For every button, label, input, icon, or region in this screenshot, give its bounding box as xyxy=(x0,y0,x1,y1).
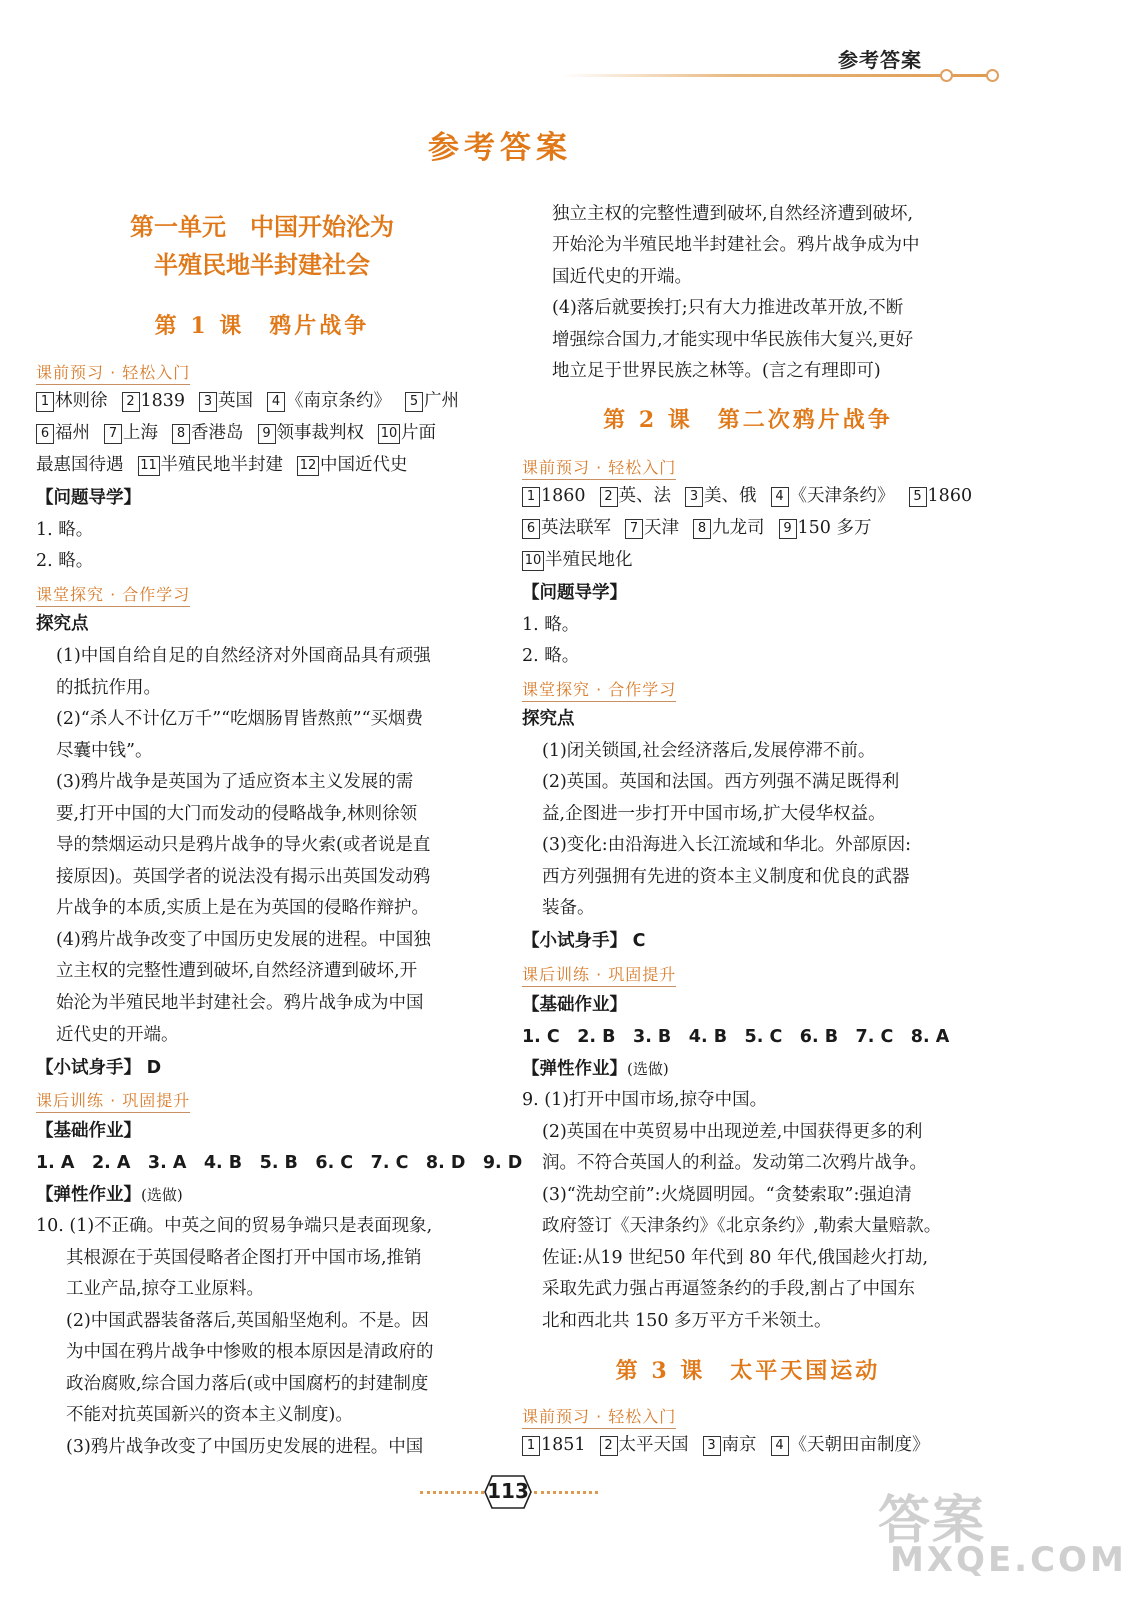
tanjiu-line: 要,打开中国的大门而发动的侵略战争,林则徐领 xyxy=(56,804,418,824)
tanjiu-line: 装备。 xyxy=(542,898,595,918)
tanjiu-line: 的抵抗作用。 xyxy=(56,678,161,698)
answer-text: 1860 xyxy=(927,486,973,506)
answer-number: 8 xyxy=(693,519,711,539)
tanjiu-line: 片战争的本质,实质上是在为英国的侵略作辩护。 xyxy=(56,898,430,918)
answer-number: 1 xyxy=(522,487,540,507)
answer-number: 10 xyxy=(522,551,544,571)
answer-text: 林则徐 xyxy=(55,391,108,411)
preview-answers-row xyxy=(522,484,972,508)
answer-number: 1 xyxy=(36,392,54,412)
heading-jichu: 【基础作业】 xyxy=(522,995,627,1015)
wenti-answer: 1. 略。 xyxy=(522,615,580,635)
heading-tanxing: 【弹性作业】 xyxy=(522,1059,627,1079)
section-preview: 课前预习 · 轻松入门 xyxy=(522,1404,676,1429)
answer-number: 1 xyxy=(522,1436,540,1456)
heading-jichu: 【基础作业】 xyxy=(36,1121,141,1141)
answer-number: 7 xyxy=(104,424,122,444)
tanjiu-line: (2)英国。英国和法国。西方列强不满足既得利 xyxy=(542,772,900,792)
tanjiu-line: 尽囊中钱”。 xyxy=(56,741,153,761)
answer-text: 最惠国待遇 xyxy=(36,455,124,475)
answer-text: 1860 xyxy=(541,486,586,506)
answer-text: 福州 xyxy=(55,423,90,443)
tanjiu-line: 西方列强拥有先进的资本主义制度和优良的武器 xyxy=(542,867,910,887)
preview-answers-row xyxy=(36,389,459,413)
q9-line: (3)“洗劫空前”:火烧圆明园。“贪婪索取”:强迫清 xyxy=(542,1185,912,1205)
q10-line: 政治腐败,综合国力落后(或中国腐朽的封建制度 xyxy=(66,1374,429,1394)
preview-answers-row xyxy=(522,548,633,572)
q9-line: 9. (1)打开中国市场,掠夺中国。 xyxy=(522,1090,768,1110)
answer-number: 2 xyxy=(600,487,618,507)
heading-shishi: 【小试身手】 xyxy=(522,931,627,951)
answer-number: 2 xyxy=(122,392,140,412)
answer-number: 5 xyxy=(405,392,423,412)
answer-number: 11 xyxy=(138,456,160,476)
answer-text: 美、俄 xyxy=(704,486,757,506)
shishi-answer: C xyxy=(632,931,646,951)
answer-text: 九龙司 xyxy=(712,518,765,538)
q10-line: 10. (1)不正确。中英之间的贸易争端只是表面现象, xyxy=(36,1216,433,1236)
tanjiu-line: (1)闭关锁国,社会经济落后,发展停滞不前。 xyxy=(542,741,876,761)
q10-line: 不能对抗英国新兴的资本主义制度)。 xyxy=(66,1405,353,1425)
header-label: 参考答案 xyxy=(838,48,922,72)
q10-line: 工业产品,掠夺工业原料。 xyxy=(66,1279,265,1299)
answer-number: 3 xyxy=(199,392,217,412)
heading-wenti: 【问题导学】 xyxy=(522,583,627,603)
answer-text: 英国 xyxy=(218,391,254,411)
q9-line: 采取先武力强占再逼签条约的手段,割占了中国东 xyxy=(542,1279,916,1299)
preview-answers-row xyxy=(36,453,408,477)
answer-text: 《天津条约》 xyxy=(789,486,895,506)
tanxing-note: (选做) xyxy=(627,1060,669,1078)
continued-line: 国近代史的开端。 xyxy=(552,267,692,287)
shishi-row xyxy=(36,1056,161,1080)
q9-line: 润。不符合英国人的利益。发动第二次鸦片战争。 xyxy=(542,1153,927,1173)
answer-number: 10 xyxy=(378,424,400,444)
tanxing-row xyxy=(36,1183,183,1207)
wenti-answer: 2. 略。 xyxy=(522,646,580,666)
q10-line: 为中国在鸦片战争中惨败的根本原因是清政府的 xyxy=(66,1342,434,1362)
section-class: 课堂探究 · 合作学习 xyxy=(36,582,190,607)
unit-title-line-2: 半殖民地半封建社会 xyxy=(154,251,370,279)
page-number: 113 xyxy=(487,1479,529,1503)
header-rule xyxy=(562,74,992,77)
answer-number: 8 xyxy=(172,424,190,444)
answer-text: 天津 xyxy=(644,518,679,538)
answer-number: 12 xyxy=(297,456,319,476)
heading-wenti: 【问题导学】 xyxy=(36,488,141,508)
shishi-row xyxy=(522,929,645,953)
q9-line: 政府签订《天津条约》《北京条约》,勒索大量赔款。 xyxy=(542,1216,942,1236)
jichu-answers: 1. C 2. B 3. B 4. B 5. C 6. B 7. C 8. A xyxy=(522,1027,950,1047)
answer-text: 南京 xyxy=(721,1435,757,1455)
answer-text: 《天朝田亩制度》 xyxy=(789,1435,930,1455)
answer-text: 太平天国 xyxy=(618,1435,689,1455)
answer-text: 150 多万 xyxy=(797,518,872,538)
answer-number: 3 xyxy=(703,1436,721,1456)
heading-tanxing: 【弹性作业】 xyxy=(36,1185,141,1205)
answer-number: 9 xyxy=(258,424,276,444)
q9-line: (2)英国在中英贸易中出现逆差,中国获得更多的利 xyxy=(542,1122,923,1142)
preview-answers-row xyxy=(522,1433,930,1457)
answer-number: 4 xyxy=(267,392,285,412)
answer-number: 9 xyxy=(779,519,797,539)
tanjiu-line: (3)鸦片战争是英国为了适应资本主义发展的需 xyxy=(56,772,414,792)
heading-shishi: 【小试身手】 xyxy=(36,1058,141,1078)
continued-line: (4)落后就要挨打;只有大力推进改革开放,不断 xyxy=(552,298,904,318)
tanjiu-line: 益,企图进一步打开中国市场,扩大侵华权益。 xyxy=(542,804,886,824)
tanjiu-line: (4)鸦片战争改变了中国历史发展的进程。中国独 xyxy=(56,930,431,950)
answer-text: 1851 xyxy=(541,1435,586,1455)
q10-line: (2)中国武器装备落后,英国船坚炮利。不是。因 xyxy=(66,1311,429,1331)
answer-number: 7 xyxy=(625,519,643,539)
page-number-dots-right xyxy=(534,1491,598,1494)
heading-tanjiu: 探究点 xyxy=(522,709,575,729)
answer-number: 2 xyxy=(600,1436,618,1456)
section-preview: 课前预习 · 轻松入门 xyxy=(36,360,190,385)
wenti-answer: 2. 略。 xyxy=(36,551,94,571)
watermark-text: MXQE.COM xyxy=(890,1540,1127,1580)
section-after: 课后训练 · 巩固提升 xyxy=(522,962,676,987)
answer-number: 4 xyxy=(771,1436,789,1456)
lesson-title: 第 1 课 鸦片战争 xyxy=(154,313,370,339)
answer-text: 广州 xyxy=(424,391,460,411)
answer-number: 5 xyxy=(909,487,927,507)
answer-text: 半殖民地化 xyxy=(545,550,633,570)
tanjiu-line: 近代史的开端。 xyxy=(56,1025,179,1045)
answer-number: 3 xyxy=(685,487,703,507)
continued-line: 地立足于世界民族之林等。(言之有理即可) xyxy=(552,361,881,381)
q10-line: 其根源在于英国侵略者企图打开中国市场,推销 xyxy=(66,1248,422,1268)
page-title: 参考答案 xyxy=(428,130,572,166)
page-number-dots-left xyxy=(420,1491,484,1494)
section-class: 课堂探究 · 合作学习 xyxy=(522,677,676,702)
answer-text: 英法联军 xyxy=(541,518,611,538)
shishi-answer: D xyxy=(146,1058,162,1078)
answer-text: 1839 xyxy=(140,391,186,411)
watermark-logo: 答案 xyxy=(878,1491,987,1551)
tanxing-note: (选做) xyxy=(141,1186,183,1204)
answer-text: 领事裁判权 xyxy=(276,423,364,443)
continued-line: 独立主权的完整性遭到破坏,自然经济遭到破坏, xyxy=(552,204,914,224)
q10-line: (3)鸦片战争改变了中国历史发展的进程。中国 xyxy=(66,1437,424,1457)
wenti-answer: 1. 略。 xyxy=(36,520,94,540)
tanxing-row xyxy=(522,1057,669,1081)
tanjiu-line: (3)变化:由沿海进入长江流域和华北。外部原因: xyxy=(542,835,912,855)
answer-text: 半殖民地半封建 xyxy=(160,455,283,475)
lesson-title: 第 3 课 太平天国运动 xyxy=(615,1358,881,1384)
tanjiu-line: 始沦为半殖民地半封建社会。鸦片战争成为中国 xyxy=(56,993,424,1013)
lesson-title: 第 2 课 第二次鸦片战争 xyxy=(603,407,893,433)
answer-text: 片面 xyxy=(401,423,436,443)
answer-text: 上海 xyxy=(123,423,158,443)
section-preview: 课前预习 · 轻松入门 xyxy=(522,455,676,480)
answer-text: 中国近代史 xyxy=(320,455,408,475)
header-rule-dot xyxy=(986,69,999,82)
answer-text: 英、法 xyxy=(618,486,672,506)
answer-number: 6 xyxy=(522,519,540,539)
header-rule-dot xyxy=(940,69,953,82)
answer-text: 《南京条约》 xyxy=(286,391,392,411)
tanjiu-line: 接原因)。英国学者的说法没有揭示出英国发动鸦 xyxy=(56,867,431,887)
tanjiu-line: 导的禁烟运动只是鸦片战争的导火索(或者说是直 xyxy=(56,835,431,855)
jichu-answers: 1. A 2. A 3. A 4. B 5. B 6. C 7. C 8. D 9. D xyxy=(36,1153,523,1173)
q9-line: 北和西北共 150 多万平方千米领土。 xyxy=(542,1311,832,1331)
preview-answers-row xyxy=(36,421,436,445)
section-after: 课后训练 · 巩固提升 xyxy=(36,1088,190,1113)
answer-number: 4 xyxy=(771,487,789,507)
heading-tanjiu: 探究点 xyxy=(36,614,89,634)
unit-title-line-1: 第一单元 中国开始沦为 xyxy=(130,213,394,241)
tanjiu-line: (1)中国自给自足的自然经济对外国商品具有顽强 xyxy=(56,646,431,666)
tanjiu-line: (2)“杀人不计亿万千”“吃烟肠胃皆熬煎”“买烟费 xyxy=(56,709,424,729)
answer-text: 香港岛 xyxy=(191,423,244,443)
continued-line: 增强综合国力,才能实现中华民族伟大复兴,更好 xyxy=(552,330,914,350)
continued-line: 开始沦为半殖民地半封建社会。鸦片战争成为中 xyxy=(552,235,920,255)
answer-number: 6 xyxy=(36,424,54,444)
preview-answers-row xyxy=(522,516,871,540)
tanjiu-line: 立主权的完整性遭到破坏,自然经济遭到破坏,开 xyxy=(56,961,418,981)
q9-line: 佐证:从19 世纪50 年代到 80 年代,俄国趁火打劫, xyxy=(542,1248,929,1268)
